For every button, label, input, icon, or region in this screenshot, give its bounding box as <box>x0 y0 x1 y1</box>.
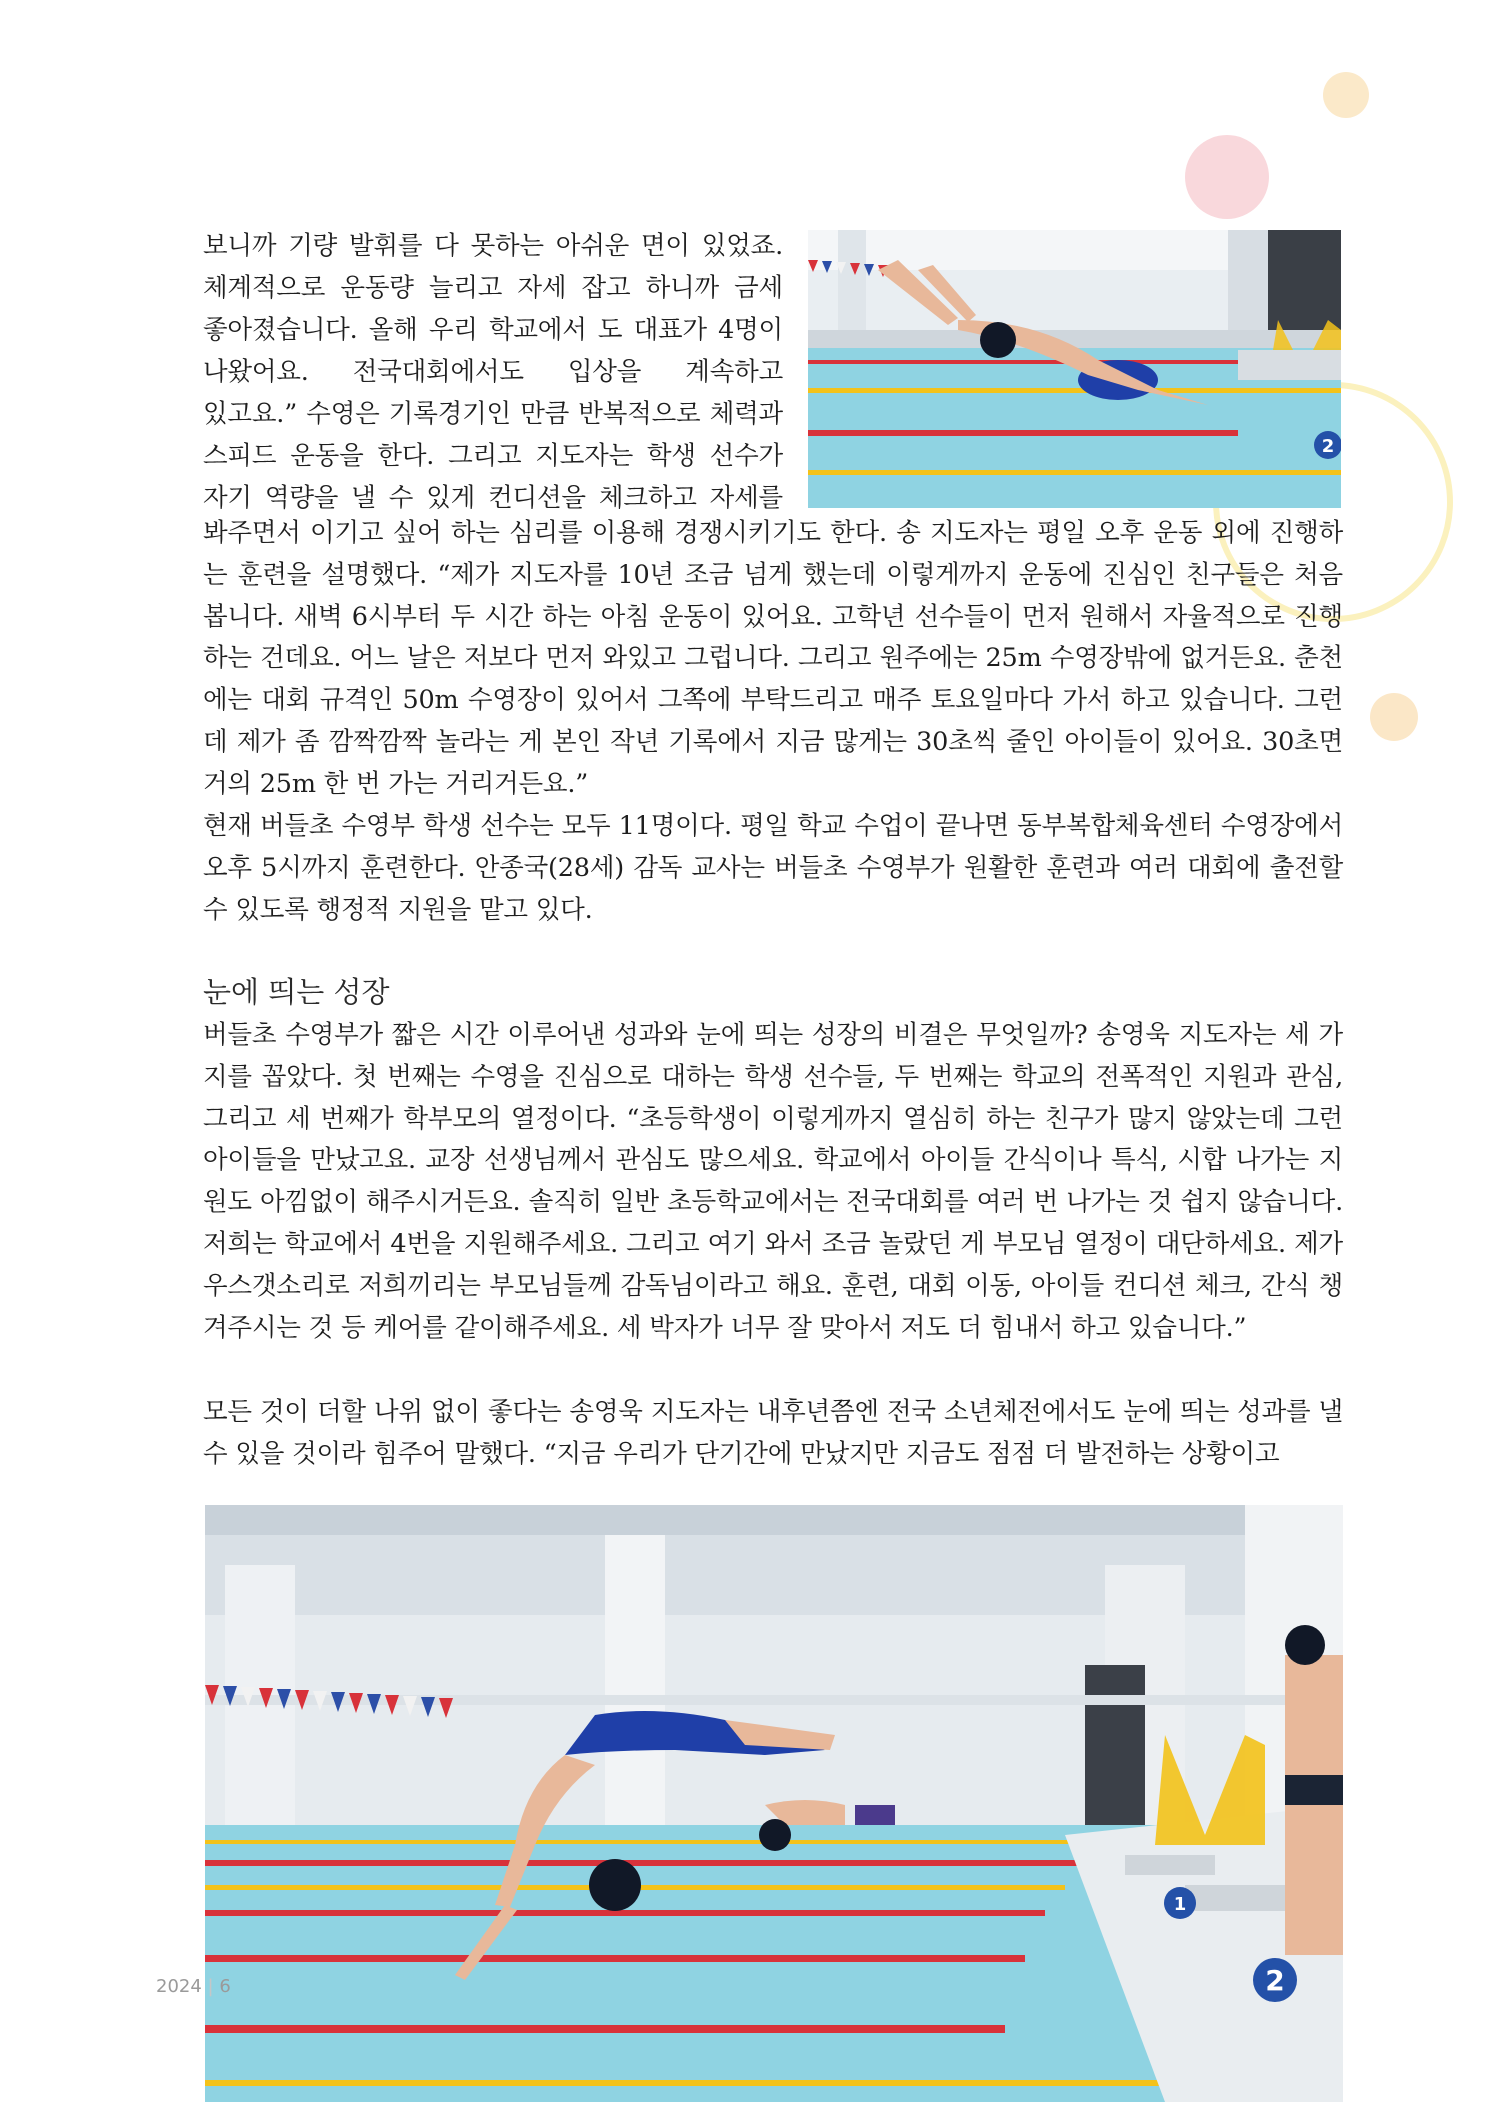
photo-pool-divers <box>205 1505 1343 2102</box>
article-line: 있고요.” 수영은 기록경기인 만큼 반복적으로 체력과 <box>203 399 783 429</box>
folio-separator: | <box>207 1976 214 1997</box>
article-line: 나왔어요. 전국대회에서도 입상을 계속하고 <box>203 357 783 387</box>
decor-circle-orange <box>1370 693 1418 741</box>
article-paragraph-2: 현재 버들초 수영부 학생 선수는 모두 11명이다. 평일 학교 수업이 끝나면 동부복합체육센터 수영장에서 오후 5시까지 훈련한다. 안종국(28세) 감독 교사는 버들초 수영부가 원활한 훈련과 여러 대회에 출전할 수 있도록 행정적 지원을 맡고 있다. <box>203 811 1343 925</box>
lane-marker-2: 2 <box>1321 436 1335 457</box>
decor-circle-pink <box>1185 135 1269 219</box>
photo-diving-swimmer <box>808 230 1341 508</box>
decor-circle-peach <box>1323 72 1369 118</box>
folio-year: 2024 <box>156 1976 202 1997</box>
article-paragraph-1-full: 봐주면서 이기고 싶어 하는 심리를 이용해 경쟁시키기도 한다. 송 지도자는 평일 오후 운동 외에 진행하는 훈련을 설명했다. “제가 지도자를 10년 조금 넘게 했는데 이렇게까지 운동에 진심인 친구들은 처음 봅니다. 새벽 6시부터 두 시간 하는 아침 운동이 있어요. 고학년 선수들이 먼저 원해서 자율적으로 진행하는 건데요. 어느 날은 저보다 먼저 와있고 그럽니다. 그리고 원주에는 25m 수영장밖에 없거든요. 춘천에는 대회 규격인 50m 수영장이 있어서 그쪽에 부탁드리고 매주 토요일마다 가서 하고 있습니다. 그런데 제가 좀 깜짝깜짝 놀라는 게 본인 작년 기록에서 지금 많게는 30초씩 줄인 아이들이 있어요. 30초면 거의 25m 한 번 가는 거리거든요.” <box>203 518 1343 799</box>
article-line: 좋아졌습니다. 올해 우리 학교에서 도 대표가 4명이 <box>203 315 783 345</box>
article-line: 보니까 기량 발휘를 다 못하는 아쉬운 면이 있었죠. <box>203 231 783 261</box>
folio-page: 6 <box>219 1976 231 1997</box>
article-line: 자기 역량을 낼 수 있게 컨디션을 체크하고 자세를 <box>203 483 783 513</box>
page-folio <box>156 1976 231 1997</box>
lane-marker-1: 1 <box>1173 1894 1187 1915</box>
article-line: 체계적으로 운동량 늘리고 자세 잡고 하니까 금세 <box>203 273 783 303</box>
article-paragraph-4: 모든 것이 더할 나위 없이 좋다는 송영욱 지도자는 내후년쯤엔 전국 소년체전에서도 눈에 띄는 성과를 낼 수 있을 것이라 힘주어 말했다. “지금 우리가 단기간에 만났지만 지금도 점점 더 발전하는 상황이고 <box>203 1397 1343 1469</box>
section-heading: 눈에 띄는 성장 <box>203 975 390 1009</box>
article-line: 스피드 운동을 한다. 그리고 지도자는 학생 선수가 <box>203 441 783 471</box>
article-paragraph-3: 버들초 수영부가 짧은 시간 이루어낸 성과와 눈에 띄는 성장의 비결은 무엇일까? 송영욱 지도자는 세 가지를 꼽았다. 첫 번째는 수영을 진심으로 대하는 학생 선수들, 두 번째는 학교의 전폭적인 지원과 관심, 그리고 세 번째가 학부모의 열정이다. “초등학생이 이렇게까지 열심히 하는 친구가 많지 않았는데 그런 아이들을 만났고요. 교장 선생님께서 관심도 많으세요. 학교에서 아이들 간식이나 특식, 시합 나가는 지원도 아낌없이 해주시거든요. 솔직히 일반 초등학교에서는 전국대회를 여러 번 나가는 것 쉽지 않습니다. 저희는 학교에서 4번을 지원해주세요. 그리고 여기 와서 조금 놀랐던 게 부모님 열정이 대단하세요. 제가 우스갯소리로 저희끼리는 부모님들께 감독님이라고 해요. 훈련, 대회 이동, 아이들 컨디션 체크, 간식 챙겨주시는 것 등 케어를 같이해주세요. 세 박자가 너무 잘 맞아서 저도 더 힘내서 하고 있습니다.” <box>203 1020 1343 1343</box>
lane-marker-2: 2 <box>1265 1964 1285 1997</box>
